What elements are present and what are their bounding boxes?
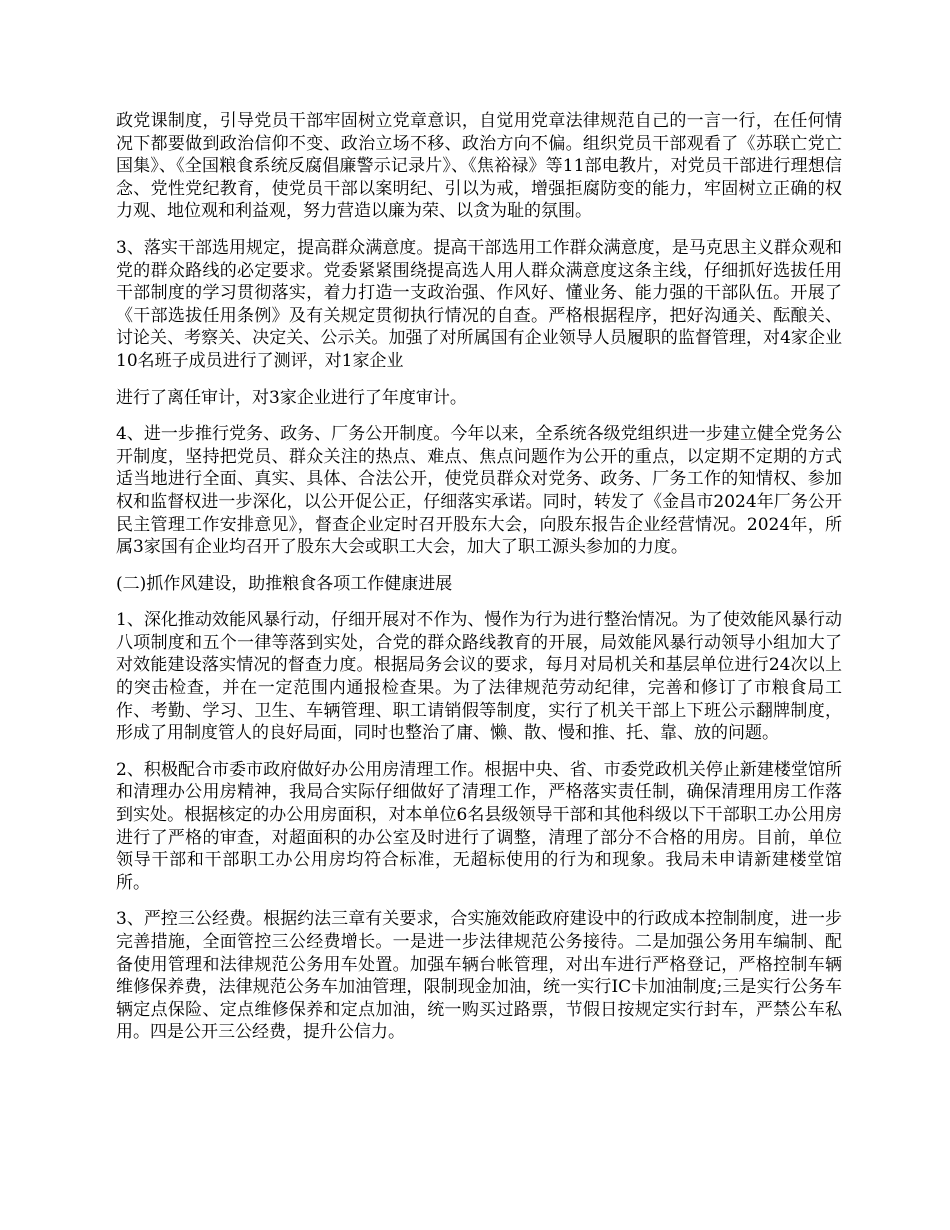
paragraph-public-affairs: 4、进一步推行党务、政务、厂务公开制度。今年以来，全系统各级党组织进一步建立健全党务公开制度，坚持把党员、群众关注的热点、难点、焦点问题作为公开的重点，以定期不定期的方式适当地进行全面、真实、具体、合法公开，使党员群众对党务、政务、厂务工作的知情权、参加权和监督权进一步深化，以公开促公正，仔细落实承诺。同时，转发了《金昌市2024年厂务公开民主管理工作安排意见》，督查企业定时召开股东大会，向股东报告企业经营情况。2024年，所属3家国有企业均召开了股东大会或职工大会，加大了职工源头参加的力度。 <box>116 424 842 558</box>
section-heading-work-style: (二)抓作风建设，助推粮食各项工作健康进展 <box>116 573 453 594</box>
paragraph-cadre-selection: 3、落实干部选用规定，提高群众满意度。提高干部选用工作群众满意度，是马克思主义群众观和党的群众路线的必定要求。党委紧紧围绕提高选人用人群众满意度这条主线，仔细抓好选拔任用干部制度的学习贯彻落实，着力打造一支政治强、作风好、懂业务、能力强的干部队伍。开展了《干部选拔任用条例》及有关规定贯彻执行情况的自查。严格根据程序，把好沟通关、酝酿关、讨论关、考察关、决定关、公示关。加强了对所属国有企业领导人员履职的监督管理，对4家企业10名班子成员进行了测评，对1家企业 <box>116 237 842 371</box>
paragraph-office-cleanup: 2、积极配合市委市政府做好办公用房清理工作。根据中央、省、市委党政机关停止新建楼堂馆所和清理办公用房精神，我局合实际仔细做好了清理工作，严格落实责任制，确保清理用房工作落到实处。根据核定的办公用房面积，对本单位6名县级领导干部和其他科级以下干部职工办公用房进行了严格的审查，对超面积的办公室及时进行了调整，清理了部分不合格的用房。目前，单位领导干部和干部职工办公用房均符合标准，无超标使用的行为和现象。我局未申请新建楼堂馆所。 <box>116 759 842 893</box>
document-page <box>116 110 842 1058</box>
paragraph-efficiency-storm: 1、深化推动效能风暴行动，仔细开展对不作为、慢作为行为进行整治情况。为了使效能风暴行动八项制度和五个一律等落到实处，合党的群众路线教育的开展，局效能风暴行动领导小组加大了对效能建设落实情况的督查力度。根据局务会议的要求，每月对局机关和基层单位进行24次以上的突击检查，并在一定范围内通报检查果。为了法律规范劳动纪律，完善和修订了市粮食局工作、考勤、学习、卫生、车辆管理、职工请销假等制度，实行了机关干部上下班公示翻牌制度，形成了用制度管人的良好局面，同时也整治了庸、懒、散、慢和推、托、靠、放的问题。 <box>116 610 842 744</box>
paragraph-party-lessons: 政党课制度，引导党员干部牢固树立党章意识，自觉用党章法律规范自己的一言一行，在任何情况下都要做到政治信仰不变、政治立场不移、政治方向不偏。组织党员干部观看了《苏联亡党亡国集》、《全国粮食系统反腐倡廉警示记录片》、《焦裕禄》等11部电教片，对党员干部进行理想信念、党性党纪教育，使党员干部以案明纪、引以为戒，增强拒腐防变的能力，牢固树立正确的权力观、地位观和利益观，努力营造以廉为荣、以贪为耻的氛围。 <box>116 111 842 222</box>
paragraph-three-public-expenses: 3、严控三公经费。根据约法三章有关要求，合实施效能政府建设中的行政成本控制制度，进一步完善措施，全面管控三公经费增长。一是进一步法律规范公务接待。二是加强公务用车编制、配备使用管理和法律规范公务用车处置。加强车辆台帐管理，对出车进行严格登记，严格控制车辆维修保养费，法律规范公务车加油管理，限制现金加油，统一实行IC卡加油制度;三是实行公务车辆定点保险、定点维修保养和定点加油，统一购买过路票，节假日按规定实行封车，严禁公车私用。四是公开三公经费，提升公信力。 <box>116 909 842 1043</box>
paragraph-audit: 进行了离任审计，对3家企业进行了年度审计。 <box>116 387 467 408</box>
